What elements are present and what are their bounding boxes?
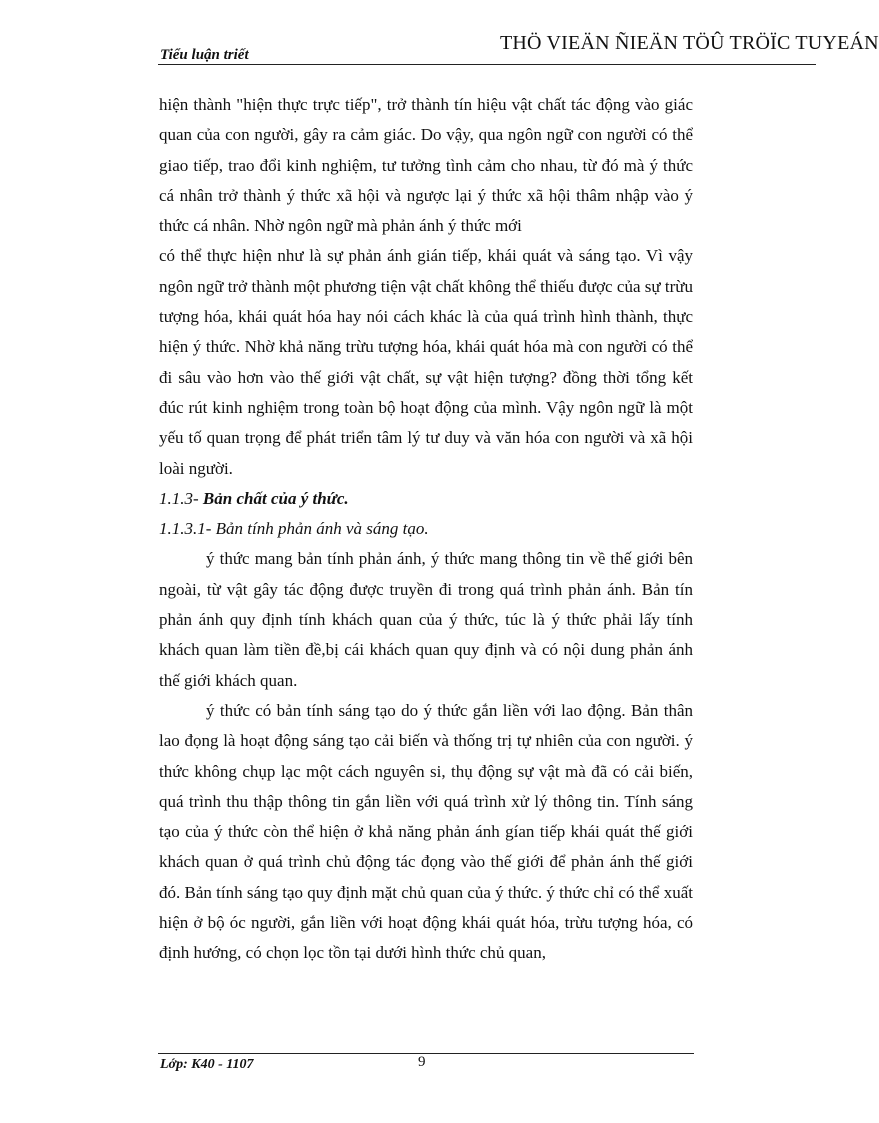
subsection-heading: 1.1.3.1- Bản tính phản ánh và sáng tạo. [159,519,429,539]
section-number: 1.1.3- [159,488,199,508]
paragraph-1: hiện thành "hiện thực trực tiếp", trở thành tín hiệu vật chất tác động vào giác quan của con người, gây ra cảm giác. Do vậy, qua ngôn ngữ con người có thể giao tiếp, trao đổi kinh nghiệm, tư tưởng tình cảm cho nhau, từ đó mà ý thức cá nhân trở thành ý thức xã hội và ngược lại ý thức xã hội thâm nhập vào ý thức cá nhân. Nhờ ngôn ngữ mà phản ánh ý thức mới [159,95,693,236]
paragraph-4: ý thức có bản tính sáng tạo do ý thức gắn liền với lao động. Bản thân lao đọng là hoạt động sáng tạo cải biến và thống trị tự nhiên của con người. ý thức không chụp lạc một cách nguyên si, thụ động sự vật mà đã có cải biến, quá trình thu thập thông tin gắn liền với quá trình xử lý thông tin. Tính sáng tạo của ý thức còn thể hiện ở khả năng phản ánh gían tiếp khái quát thế giới khách quan ở quá trình chủ động tác đọng vào thế giới để phản ánh thế giới đó. Bản tính sáng tạo quy định mặt chủ quan của ý thức. ý thức chỉ có thể xuất hiện ở bộ óc người, gắn liền với hoạt động khái quát hóa, trừu tượng hóa, có định hướng, có chọn lọc tồn tại dưới hình thức chủ quan, [159,700,693,963]
header-document-title: Tiểu luận triết [160,47,249,63]
page-number: 9 [418,1054,426,1070]
section-title: Bản chất của ý thức. [202,488,349,508]
paragraph-3: ý thức mang bản tính phản ánh, ý thức mang thông tin về thế giới bên ngoài, từ vật gây tác động được truyền đi trong quá trình phản ánh. Bản tín phản ánh quy định tính khách quan của ý thức, túc là ý thức phải lấy tính khách quan làm tiền đề,bị cái khách quan quy định và có nội dung phản ánh thế giới khách quan. [159,549,693,690]
footer-class-label: Lớp: K40 - 1107 [160,1057,254,1072]
header-divider [158,64,816,65]
header-library-title: THÖ VIEÄN ÑIEÄN TÖÛ TRÖÏC TUYEÁN [500,32,879,54]
page-content [159,90,693,969]
section-heading [159,484,693,514]
paragraph-2: có thể thực hiện như là sự phản ánh gián tiếp, khái quát và sáng tạo. Vì vậy ngôn ngữ trở thành một phương tiện vật chất không thể thiếu được của sự trừu tượng hóa, khái quát hóa hay nói cách khác là của quá trình hình thành, thực hiện ý thức. Nhờ khả năng trừu tượng hóa, khái quát hóa mà con người có thể đi sâu vào hơn vào thế giới vật chất, sự vật hiện tượng? đồng thời tổng kết đúc rút kinh nghiệm trong toàn bộ hoạt động của mình. Vậy ngôn ngữ là một yếu tố quan trọng để phát triển tâm lý tư duy và văn hóa con người và xã hội loài người. [159,246,693,478]
footer-divider [158,1053,694,1054]
